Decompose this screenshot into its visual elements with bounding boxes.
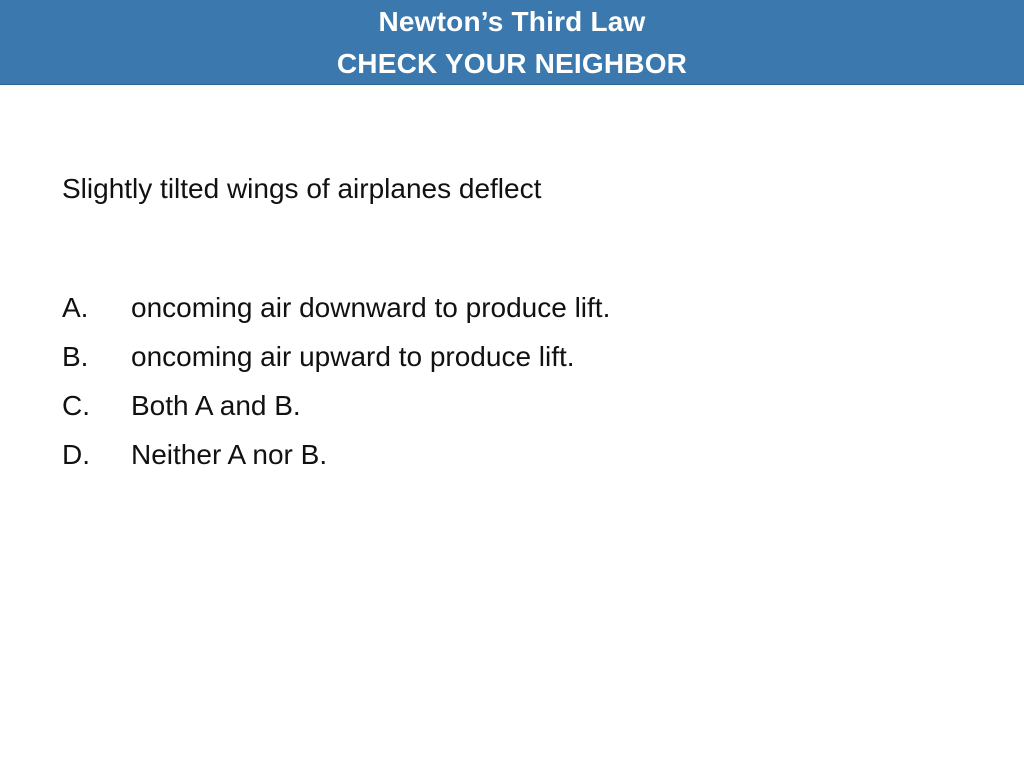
option-text: Neither A nor B. <box>131 439 328 470</box>
option-letter: B. <box>62 341 89 372</box>
answer-option-b <box>62 339 962 388</box>
answer-options <box>62 290 962 486</box>
answer-option-a <box>62 290 962 339</box>
option-letter: C. <box>62 390 90 421</box>
option-text: oncoming air downward to produce lift. <box>131 292 611 323</box>
answer-option-c <box>62 388 962 437</box>
header-band <box>0 0 1024 85</box>
option-text: Both A and B. <box>131 390 301 421</box>
question-prompt: Slightly tilted wings of airplanes deflect <box>62 173 542 204</box>
slide-title: Newton’s Third Law <box>378 6 646 37</box>
slide-subtitle: CHECK YOUR NEIGHBOR <box>336 48 688 79</box>
option-letter: D. <box>62 439 90 470</box>
option-letter: A. <box>62 292 89 323</box>
option-text: oncoming air upward to produce lift. <box>131 341 575 372</box>
answer-option-d <box>62 437 962 486</box>
